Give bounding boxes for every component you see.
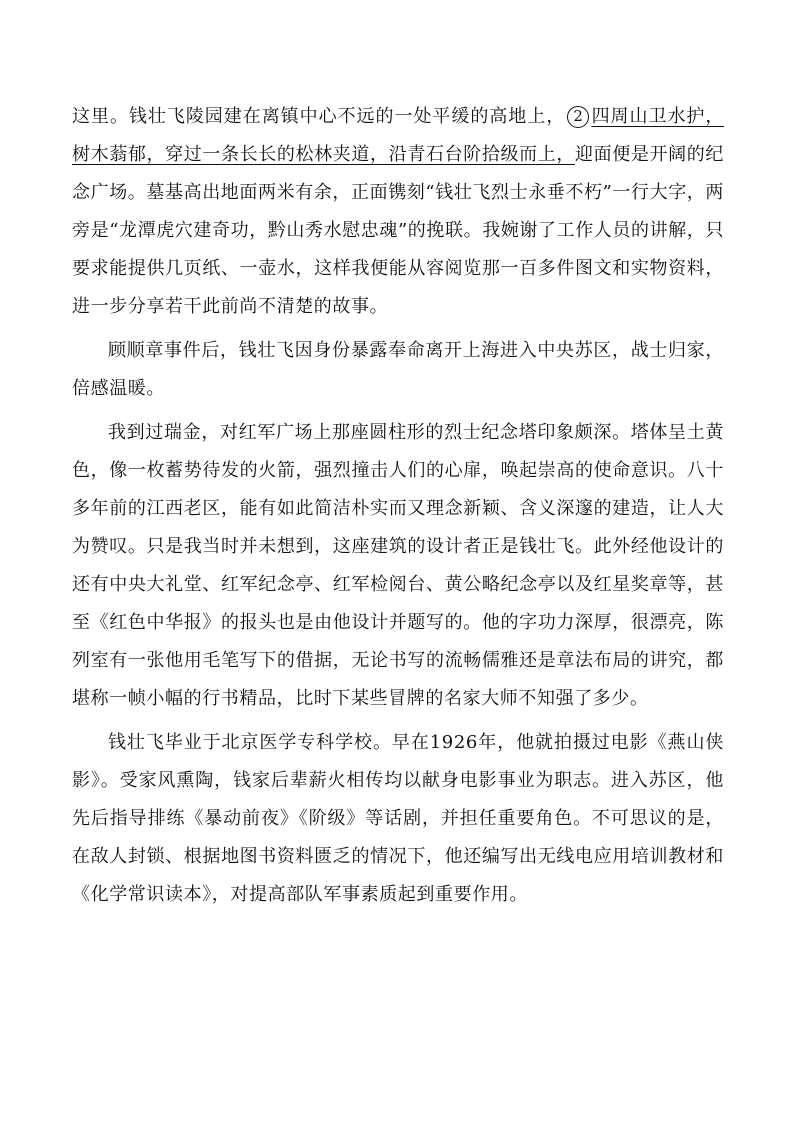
paragraph-2: 顾顺章事件后，钱壮飞因身份暴露奉命离开上海进入中央苏区，战士归家，倍感温暖。 bbox=[72, 340, 724, 399]
paragraph-1-text: 这里。钱壮飞陵园建在离镇中心不远的一处平缓的高地上， bbox=[72, 106, 566, 127]
underlined-sentence: 四周山卫水护，树木蓊郁，穿过一条长长的松林夹道，沿青石台阶拾级而上， bbox=[72, 106, 724, 165]
circled-number-2: 2 bbox=[567, 106, 589, 128]
paragraph-1-continued: 迎面便是开阔的纪念广场。墓基高出地面两米有余，正面镌刻“钱壮飞烈士永垂不朽”一行大字，两旁是“龙潭虎穴建奇功，黔山秀水慰忠魂”的挽联。我婉谢了工作人员的讲解，只要求能提供几页纸、一壶水，这样我便能从容阅览那一百多件图文和实物资料，进一步分享若干此前尚不清楚的故事。 bbox=[72, 144, 725, 317]
paragraph-4: 钱壮飞毕业于北京医学专科学校。早在1926年，他就拍摄过电影《燕山侠影》。受家风熏陶，钱家后辈薪火相传均以献身电影事业为职志。进入苏区，他先后指导排练《暴动前夜》《阶级》等话剧，并担任重要角色。不可思议的是，在敌人封锁、根据地图书资料匮乏的情况下，他还编写出无线电应用培训教材和《化学常识读本》，对提高部队军事素质起到重要作用。 bbox=[72, 732, 724, 905]
paragraph-3: 我到过瑞金，对红军广场上那座圆柱形的烈士纪念塔印象颇深。塔体呈土黄色，像一枚蓄势待发的火箭，强烈撞击人们的心扉，唤起崇高的使命意识。八十多年前的江西老区，能有如此简洁朴实而又理念新颖、含义深邃的建造，让人大为赞叹。只是我当时并未想到，这座建筑的设计者正是钱壮飞。此外经他设计的还有中央大礼堂、红军纪念亭、红军检阅台、黄公略纪念亭以及红星奖章等，甚至《红色中华报》的报头也是由他设计并题写的。他的字功力深厚，很漂亮，陈列室有一张他用毛笔写下的借据，无论书写的流畅儒雅还是章法布局的讲究，都堪称一帧小幅的行书精品，比时下某些冒牌的名家大师不知强了多少。 bbox=[72, 422, 724, 709]
document-body bbox=[72, 98, 724, 920]
paragraph-1 bbox=[72, 98, 724, 326]
